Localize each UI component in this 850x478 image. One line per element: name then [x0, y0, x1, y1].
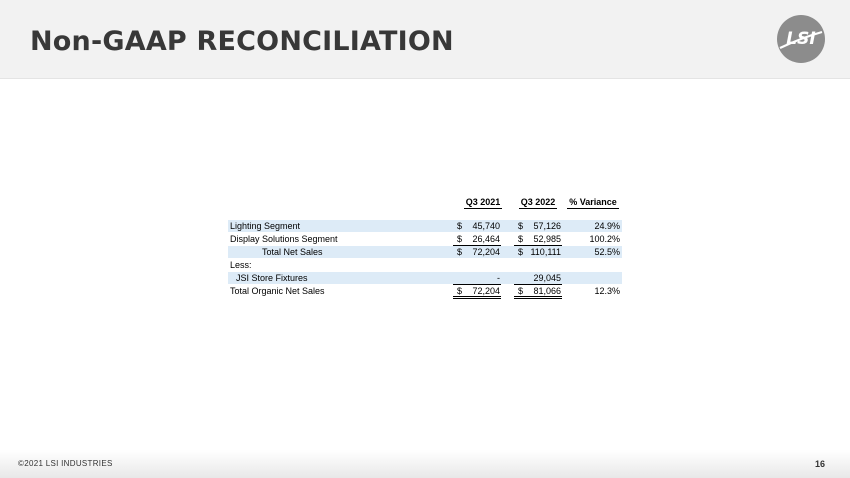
q3-2022-value: 110,111 [530, 247, 561, 257]
slide-header [0, 0, 850, 79]
q3-2021-value: 26,464 [472, 234, 500, 244]
table-row [228, 285, 622, 297]
lsi-logo [776, 14, 826, 64]
slide-footer [0, 450, 850, 478]
q3-2022-value: 52,985 [533, 234, 561, 244]
q3-2022-value: 57,126 [533, 221, 561, 231]
q3-2022-value: 81,066 [533, 286, 561, 296]
variance-value [564, 272, 620, 284]
variance-value: 100.2% [589, 234, 620, 244]
currency-symbol: $ [457, 234, 463, 244]
column-header: Q3 2021 [465, 197, 501, 207]
variance-value: 12.3% [594, 286, 620, 296]
currency-symbol: $ [518, 286, 524, 296]
row-label: Total Organic Net Sales [230, 286, 325, 296]
copyright-text: ©2021 LSI INDUSTRIES [18, 459, 113, 468]
page-number: 16 [815, 459, 826, 469]
currency-symbol: $ [457, 221, 463, 231]
column-header: Q3 2022 [520, 197, 556, 207]
subtotal-underline [453, 284, 501, 285]
row-label: Lighting Segment [230, 221, 301, 231]
q3-2022-value: 29,045 [533, 273, 561, 283]
q3-2021-value: 72,204 [472, 286, 500, 296]
column-header: % Variance [569, 197, 617, 207]
table-row [228, 233, 622, 245]
row-label: JSI Store Fixtures [236, 273, 308, 283]
q3-2021-value: 45,740 [472, 221, 500, 231]
table-row [228, 259, 622, 271]
variance-value: 24.9% [594, 221, 620, 231]
row-label: Less: [230, 260, 252, 270]
currency-symbol: $ [518, 221, 524, 231]
total-double-underline [453, 296, 501, 299]
currency-symbol: $ [518, 234, 524, 244]
subtotal-underline [514, 284, 562, 285]
table-row [228, 220, 622, 232]
q3-2021-value: 72,204 [472, 247, 500, 257]
currency-symbol: $ [518, 247, 524, 257]
total-double-underline [514, 296, 562, 299]
currency-symbol: $ [457, 247, 463, 257]
row-label: Total Net Sales [262, 247, 323, 257]
table-header-row [228, 196, 622, 208]
currency-symbol: $ [457, 286, 463, 296]
slide-title: Non-GAAP RECONCILIATION [30, 26, 454, 57]
variance-value: 52.5% [594, 247, 620, 257]
row-label: Display Solutions Segment [230, 234, 338, 244]
logo-text: LSI [786, 29, 816, 49]
table-row [228, 246, 622, 258]
q3-2021-value: - [497, 273, 500, 283]
table-row [228, 272, 622, 284]
